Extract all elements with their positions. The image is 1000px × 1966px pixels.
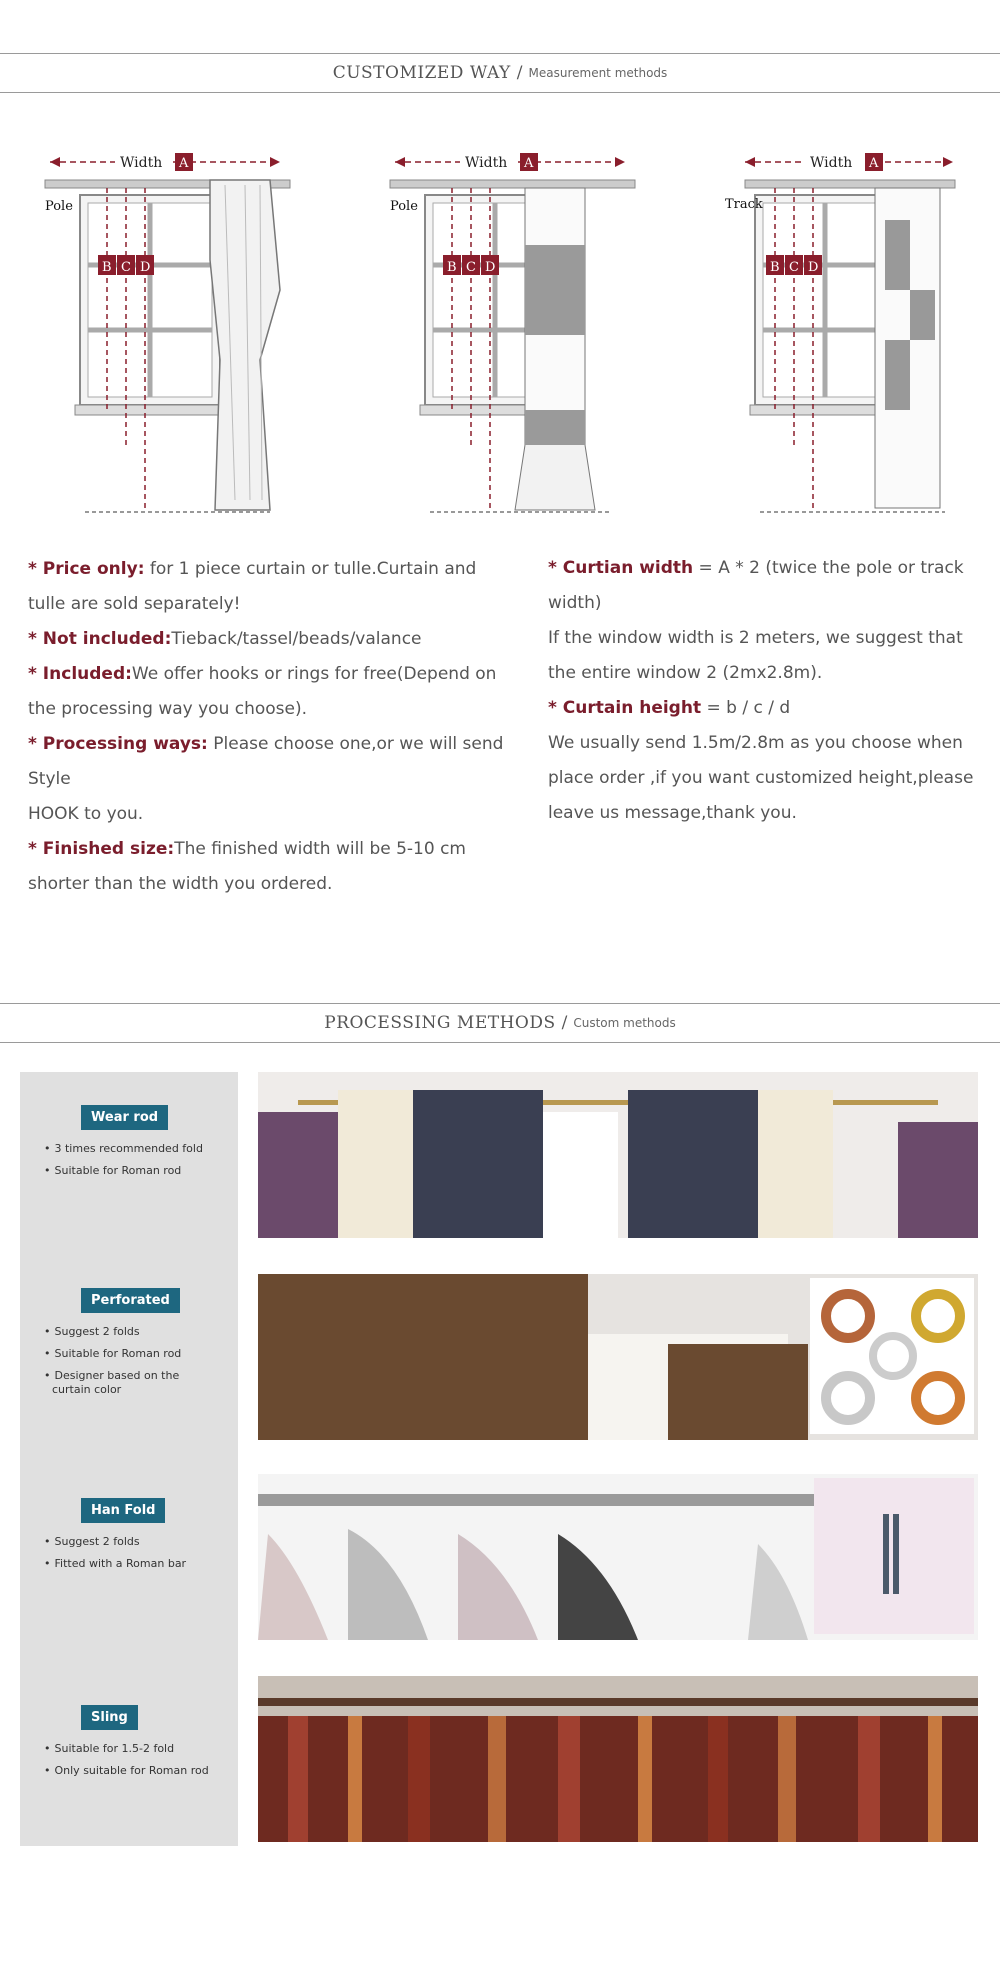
support-label: Track [725,197,763,212]
price-line [28,552,518,587]
right-info [548,551,988,831]
method-bullet: • Only suitable for Roman rod [44,1760,234,1782]
width-line-3: If the window width is 2 meters, we suggest that [548,628,963,648]
width-marker: A [179,156,189,171]
marker-b: B [770,260,780,275]
photo-sling [258,1676,978,1842]
width-text: = A * 2 (twice the pole or track [693,558,964,578]
finished-line-2: shorter than the width you ordered. [28,874,333,894]
marker-d: D [140,260,151,275]
method-bullets [44,1138,234,1182]
window-diagram [30,140,330,520]
processing-line-3: HOOK to you. [28,804,144,824]
measurement-subtitle: Measurement methods [528,66,668,80]
width-label: Width [465,155,508,171]
marker-c: C [121,260,131,275]
marker-b: B [102,260,112,275]
width-line [548,551,988,586]
included-key: * Included: [28,664,132,684]
height-key: * Curtain height [548,698,702,718]
left-info [28,552,518,902]
method-badge: Han Fold [81,1498,165,1523]
processing-line [28,727,518,762]
method-badge: Perforated [81,1288,180,1313]
method-bullet: • Suitable for 1.5-2 fold [44,1738,234,1760]
support-label: Pole [45,199,73,214]
method-bullet: • Suggest 2 folds [44,1321,234,1343]
included-line-2: the processing way you choose). [28,699,308,719]
method-bullets [44,1321,234,1397]
height-line-4: leave us message,thank you. [548,803,797,823]
processing-text: Please choose one,or we will send [207,734,504,754]
marker-c: C [789,260,799,275]
diagram-pole-2 [375,140,675,520]
width-marker: A [524,156,534,171]
diagram-pole-1 [30,140,330,520]
height-line-2: We usually send 1.5m/2.8m as you choose when [548,733,963,753]
included-text: We offer hooks or rings for free(Depend on [131,664,497,684]
method-bullet: • Suitable for Roman rod [44,1160,234,1182]
finished-line [28,832,518,867]
width-key: * Curtian width [548,558,694,578]
processing-line-2: Style [28,769,71,789]
window-diagram [705,140,1000,520]
not-included-line [28,622,518,657]
method-bullet: • Designer based on the curtain color [44,1365,194,1397]
photo-han-fold [258,1474,978,1640]
method-bullet: • Fitted with a Roman bar [44,1553,234,1575]
price-key: * Price only: [28,559,145,579]
marker-b: B [447,260,457,275]
processing-title: PROCESSING METHODS [324,1013,556,1033]
method-badge: Wear rod [81,1105,168,1130]
included-line [28,657,518,692]
width-marker: A [869,156,879,171]
method-bullet: • Suitable for Roman rod [44,1343,234,1365]
marker-d: D [485,260,496,275]
support-label: Pole [390,199,418,214]
measurement-header [0,53,1000,93]
photo-perforated [258,1274,978,1440]
marker-c: C [466,260,476,275]
method-badge: Sling [81,1705,138,1730]
processing-header [0,1003,1000,1043]
method-bullets [44,1738,234,1782]
method-bullet: • 3 times recommended fold [44,1138,234,1160]
processing-slash: / [561,1013,568,1033]
window-diagram [375,140,675,520]
diagram-track [705,140,1000,520]
finished-text: The finished width will be 5-10 cm [174,839,466,859]
marker-d: D [808,260,819,275]
photo-wear-rod [258,1072,978,1238]
width-label: Width [120,155,163,171]
width-line-4: the entire window 2 (2mx2.8m). [548,663,823,683]
measurement-slash: / [516,63,523,83]
processing-key: * Processing ways: [28,734,208,754]
height-text: = b / c / d [701,698,791,718]
measurement-title: CUSTOMIZED WAY [332,63,511,83]
finished-key: * Finished size: [28,839,175,859]
height-line [548,691,988,726]
width-label: Width [810,155,853,171]
methods-panel [20,1072,238,1846]
processing-subtitle: Custom methods [573,1016,676,1030]
price-text: for 1 piece curtain or tulle.Curtain and [144,559,477,579]
height-line-3: place order ,if you want customized height,please [548,768,974,788]
method-bullet: • Suggest 2 folds [44,1531,234,1553]
not-included-key: * Not included: [28,629,172,649]
method-bullets [44,1531,234,1575]
not-included-text: Tieback/tassel/beads/valance [171,629,422,649]
price-line-2: tulle are sold separately! [28,594,241,614]
width-line-2: width) [548,593,602,613]
